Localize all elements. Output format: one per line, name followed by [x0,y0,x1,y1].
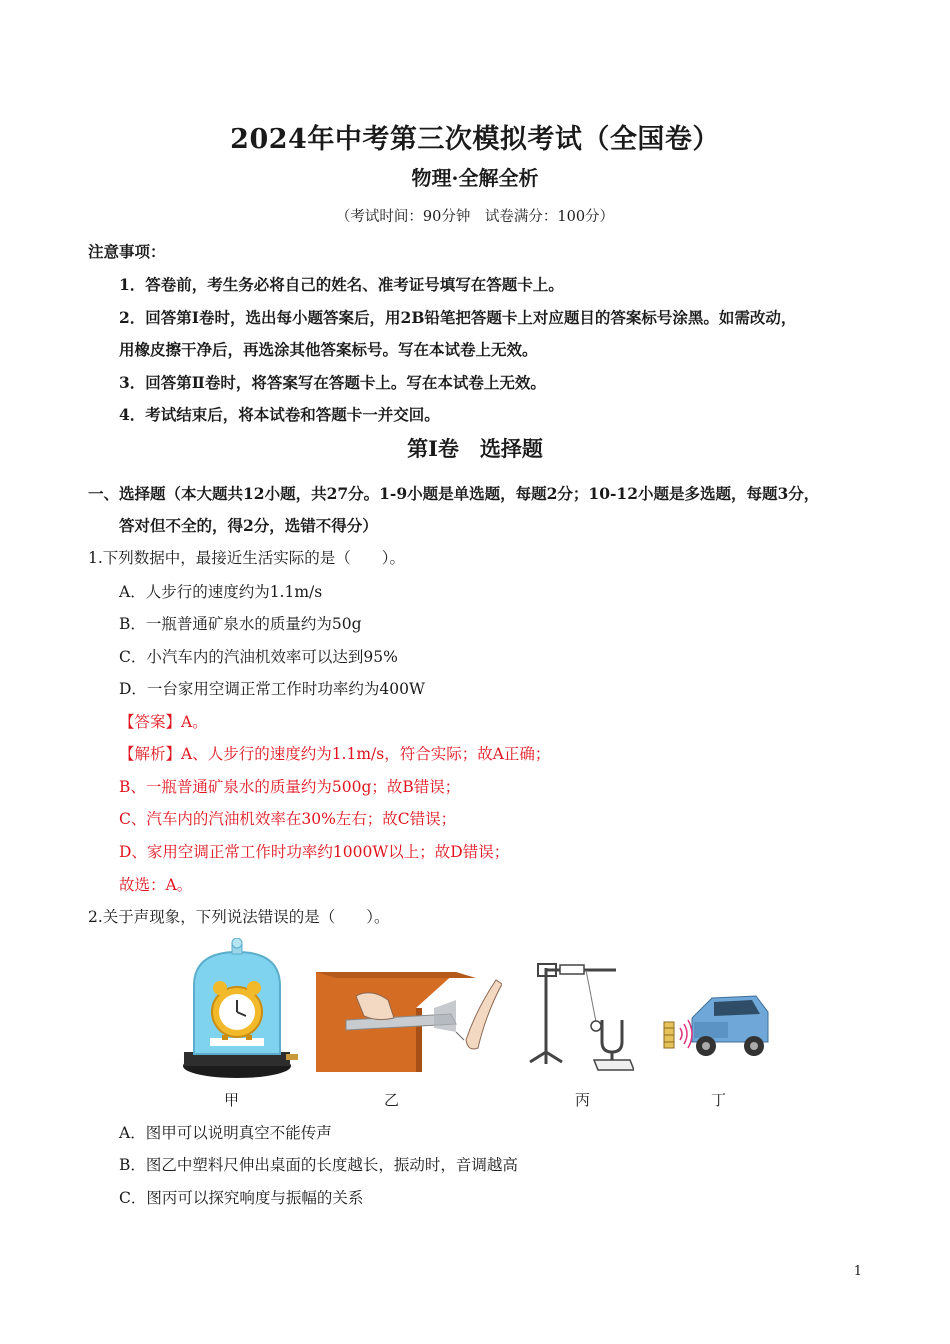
car-reversing-sensor-figure [656,992,770,1062]
question-1-stem: 1.下列数据中，最接近生活实际的是（ ）。 [88,549,406,567]
figure-caption-jia: 甲 [224,1091,240,1109]
q1-analysis-line: 【解析】A、人步行的速度约为1.1m/s，符合实际；故A正确； [119,745,551,763]
page-subtitle: 物理·全解全析 [411,166,539,190]
q1-analysis-line: B、一瓶普通矿泉水的质量约为500g；故B错误； [119,778,461,796]
part-heading: 一、选择题（本大题共12小题，共27分。1-9小题是单选题，每题2分；10-12小题是多选题，每题3分， [88,484,820,503]
note-item: 2．回答第Ⅰ卷时，选出每小题答案后，用2B铅笔把答题卡上对应题目的答案标号涂黑。如需改动， [119,308,797,327]
q2-option-b: B．图乙中塑料尺伸出桌面的长度越长，振动时，音调越高 [119,1156,518,1174]
tuning-fork-pendulum-figure [526,960,634,1076]
q2-option-a: A．图甲可以说明真空不能传声 [119,1124,332,1142]
bell-jar-alarm-clock-figure [182,938,300,1083]
page-title: 2024年中考第三次模拟考试（全国卷） [230,124,720,155]
q1-answer: 【答案】A。 [119,713,208,731]
q1-analysis-line: D、家用空调正常工作时功率约1000W以上；故D错误； [119,843,510,861]
figure-caption-bing: 丙 [575,1091,591,1109]
exam-meta: （考试时间：90分钟 试卷满分：100分） [335,209,615,225]
q1-option-a: A．人步行的速度约为1.1m/s [119,583,323,601]
figure-caption-yi: 乙 [384,1091,400,1109]
q1-option-c: C．小汽车内的汽油机效率可以达到95% [119,648,398,666]
part-heading-cont: 答对但不全的，得2分，选错不得分） [119,516,378,535]
page-number: 1 [853,1264,862,1279]
section-title: 第Ⅰ卷 选择题 [407,436,543,461]
question-2-stem: 2.关于声现象，下列说法错误的是（ ）。 [88,908,390,926]
q1-conclusion: 故选：A。 [119,876,193,894]
q1-option-d: D．一台家用空调正常工作时功率约为400W [119,680,425,698]
ruler-table-figure [316,970,502,1074]
note-item: 3．回答第Ⅱ卷时，将答案写在答题卡上。写在本试卷上无效。 [119,373,546,392]
q1-analysis-line: C、汽车内的汽油机效率在30%左右；故C错误； [119,810,457,828]
note-item: 4．考试结束后，将本试卷和答题卡一并交回。 [119,405,440,424]
note-item: 1．答卷前，考生务必将自己的姓名、准考证号填写在答题卡上。 [119,275,564,294]
note-item: 用橡皮擦干净后，再选涂其他答案标号。写在本试卷上无效。 [119,340,538,359]
figure-caption-ding: 丁 [711,1091,727,1109]
q1-option-b: B．一瓶普通矿泉水的质量约为50g [119,615,362,633]
q2-option-c: C．图丙可以探究响度与振幅的关系 [119,1189,364,1207]
notes-heading: 注意事项： [88,242,166,261]
